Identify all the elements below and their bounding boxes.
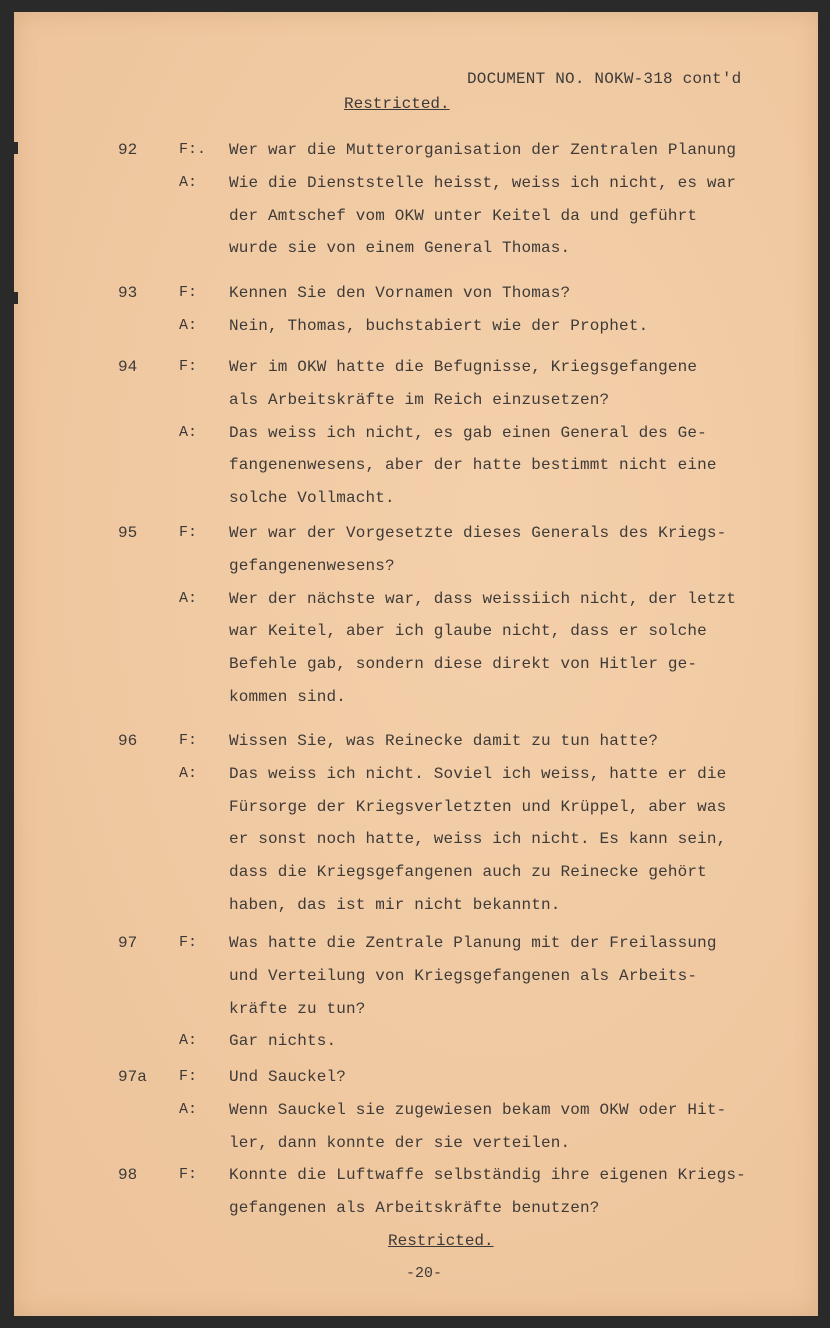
- transcript-line: [14, 203, 818, 235]
- transcript-text: solche Vollmacht.: [229, 489, 395, 508]
- transcript-line: [14, 1064, 818, 1096]
- transcript-text: kräfte zu tun?: [229, 999, 366, 1018]
- speaker-label: A:: [179, 316, 198, 334]
- speaker-label: F:.: [179, 141, 207, 158]
- speaker-label: A:: [179, 173, 198, 191]
- transcript-text: wurde sie von einem General Thomas.: [229, 239, 571, 258]
- transcript-line: [14, 684, 818, 716]
- transcript-line: [14, 1162, 818, 1194]
- question-number: 97: [118, 934, 138, 952]
- transcript-line: [14, 826, 818, 858]
- transcript-text: Wer im OKW hatte die Befugnisse, Kriegsgefangene: [229, 358, 698, 376]
- transcript-text: gefangenen als Arbeitskräfte benutzen?: [229, 1198, 600, 1217]
- question-number: 93: [118, 284, 138, 302]
- transcript-text: fangenenwesens, aber der hatte bestimmt nicht eine: [229, 456, 717, 475]
- transcript-line: [14, 553, 818, 585]
- speaker-label: F:: [179, 524, 198, 541]
- transcript-text: Wissen Sie, was Reinecke damit zu tun hatte?: [229, 732, 659, 750]
- speaker-label: A:: [179, 1100, 198, 1118]
- transcript-text: Wie die Dienststelle heisst, weiss ich nicht, es war: [229, 173, 737, 192]
- speaker-label: F:: [179, 284, 198, 301]
- transcript-line: [14, 761, 818, 793]
- transcript-text: Nein, Thomas, buchstabiert wie der Prophet.: [229, 316, 649, 335]
- speaker-label: A:: [179, 589, 198, 607]
- transcript-line: [14, 235, 818, 267]
- speaker-label: F:: [179, 1068, 198, 1085]
- transcript-text: gefangenenwesens?: [229, 556, 395, 575]
- question-number: 96: [118, 732, 138, 750]
- question-number: 92: [118, 141, 138, 159]
- transcript-text: dass die Kriegsgefangenen auch zu Reinecke gehört: [229, 863, 707, 882]
- transcript-line: [14, 1130, 818, 1162]
- transcript-text: Fürsorge der Kriegsverletzten und Krüppel, aber was: [229, 797, 727, 816]
- transcript-text: kommen sind.: [229, 688, 347, 706]
- speaker-label: A:: [179, 1032, 198, 1050]
- transcript-line: [14, 313, 818, 345]
- transcript-line: [14, 618, 818, 650]
- page-number: -20-: [406, 1265, 443, 1282]
- restricted-label-bottom: Restricted.: [388, 1232, 494, 1250]
- document-number: DOCUMENT NO. NOKW-318 cont'd: [467, 70, 742, 88]
- transcript-line: [14, 1028, 818, 1060]
- transcript-text: er sonst noch hatte, weiss ich nicht. Es kann sein,: [229, 830, 727, 849]
- transcript-line: [14, 452, 818, 484]
- transcript-text: Wer war die Mutterorganisation der Zentralen Planung: [229, 141, 737, 159]
- transcript-line: [14, 420, 818, 452]
- transcript-text: Konnte die Luftwaffe selbständig ihre eigenen Kriegs-: [229, 1166, 746, 1184]
- transcript-line: [14, 892, 818, 924]
- transcript-line: [14, 930, 818, 962]
- transcript-line: [14, 963, 818, 995]
- speaker-label: F:: [179, 358, 198, 375]
- transcript-text: als Arbeitskräfte im Reich einzusetzen?: [229, 390, 610, 409]
- transcript-line: [14, 1195, 818, 1227]
- speaker-label: A:: [179, 764, 198, 782]
- transcript-line: [14, 859, 818, 891]
- transcript-text: Befehle gab, sondern diese direkt von Hitler ge-: [229, 655, 698, 674]
- transcript-text: Kennen Sie den Vornamen von Thomas?: [229, 284, 571, 302]
- question-number: 94: [118, 358, 138, 376]
- transcript-text: Wenn Sauckel sie zugewiesen bekam vom OKW oder Hit-: [229, 1100, 727, 1119]
- question-number: 95: [118, 524, 138, 542]
- transcript-text: und Verteilung von Kriegsgefangenen als Arbeits-: [229, 966, 698, 985]
- transcript-text: war Keitel, aber ich glaube nicht, dass er solche: [229, 622, 707, 641]
- transcript-line: [14, 280, 818, 312]
- speaker-label: F:: [179, 732, 198, 749]
- transcript-text: Das weiss ich nicht, es gab einen General des Ge-: [229, 423, 707, 442]
- transcript-line: [14, 137, 818, 169]
- transcript-text: Wer war der Vorgesetzte dieses Generals des Kriegs-: [229, 524, 727, 542]
- transcript-text: ler, dann konnte der sie verteilen.: [229, 1133, 571, 1152]
- transcript-text: Gar nichts.: [229, 1032, 337, 1051]
- transcript-line: [14, 586, 818, 618]
- transcript-line: [14, 728, 818, 760]
- question-number: 98: [118, 1166, 138, 1184]
- transcript-line: [14, 520, 818, 552]
- transcript-line: [14, 170, 818, 202]
- speaker-label: A:: [179, 423, 198, 441]
- transcript-text: Das weiss ich nicht. Soviel ich weiss, hatte er die: [229, 764, 727, 783]
- transcript-text: Was hatte die Zentrale Planung mit der Freilassung: [229, 934, 717, 952]
- transcript-line: [14, 996, 818, 1028]
- transcript-line: [14, 485, 818, 517]
- speaker-label: F:: [179, 934, 198, 951]
- transcript-text: Wer der nächste war, dass weissiich nicht, der letzt: [229, 589, 737, 608]
- transcript-line: [14, 651, 818, 683]
- question-number: 97a: [118, 1068, 147, 1086]
- transcript-line: [14, 354, 818, 386]
- restricted-label-top: Restricted.: [344, 95, 450, 113]
- transcript-text: haben, das ist mir nicht bekanntn.: [229, 896, 561, 914]
- document-page: [14, 12, 818, 1316]
- transcript-line: [14, 1097, 818, 1129]
- transcript-line: [14, 794, 818, 826]
- speaker-label: F:: [179, 1166, 198, 1183]
- transcript-text: Und Sauckel?: [229, 1068, 347, 1086]
- transcript-text: der Amtschef vom OKW unter Keitel da und geführt: [229, 206, 698, 225]
- transcript-line: [14, 387, 818, 419]
